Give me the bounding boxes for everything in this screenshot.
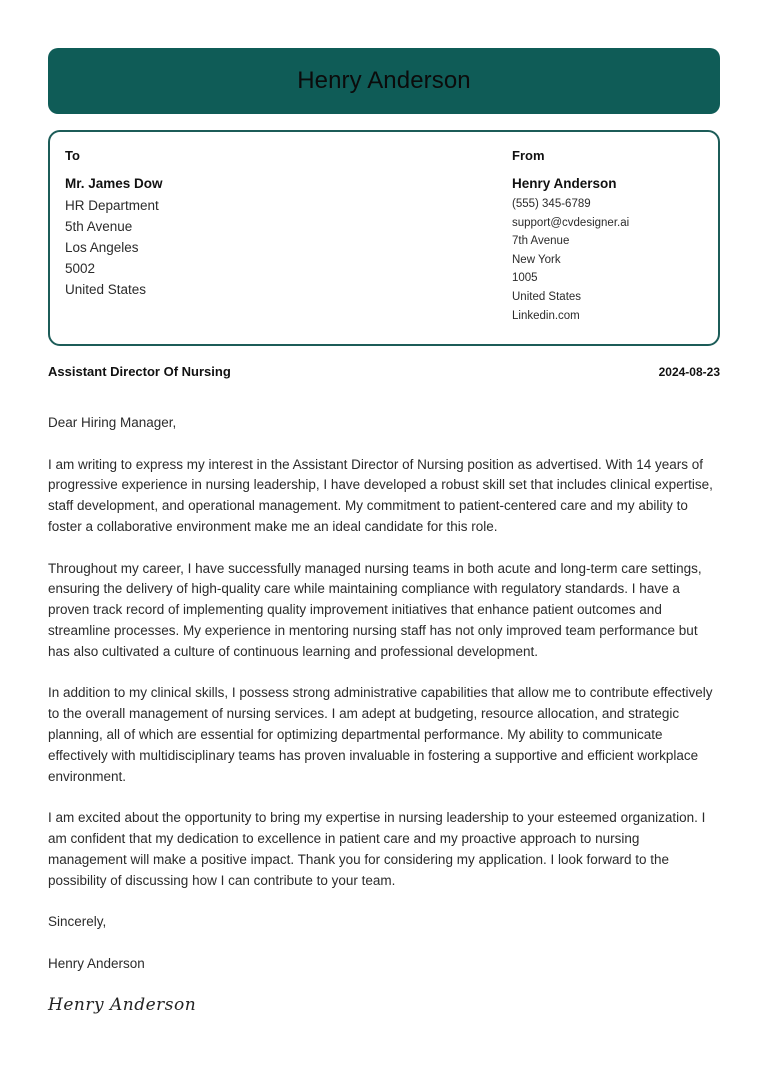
letter-body <box>48 413 720 1016</box>
body-paragraph-1: I am writing to express my interest in the Assistant Director of Nursing position as advertised. With 14 years of progressive experience in nursing leadership, I have developed a robust skill set that includes clinical expertise, staff development, and operational management. My commitment to patient-centered care and my ability to foster a collaborative environment make me an ideal candidate for this role. <box>48 456 713 534</box>
address-block <box>48 130 720 346</box>
sender-linkedin: Linkedin.com <box>512 309 580 322</box>
closing-name: Henry Anderson <box>48 955 145 971</box>
body-paragraph-2: Throughout my career, I have successfully managed nursing teams in both acute and long-term care settings, ensuring the delivery of high-quality care while maintaining compliance with regulatory standards. I have a proven track record of implementing quality improvement initiatives that enhance patient outcomes and streamline processes. My experience in mentoring nursing staff has not only improved team performance but has also cultivated a culture of continuous learning and professional development. <box>48 560 702 659</box>
recipient-heading: To <box>65 148 80 163</box>
body-paragraph-4: I am excited about the opportunity to bring my expertise in nursing leadership to your esteemed organization. I am confident that my dedication to excellence in patient care and my proactive approach to nursing management will make a positive impact. Thank you for considering my application. I look forward to the possibility of discussing how I can contribute to your team. <box>48 810 706 888</box>
sender-name: Henry Anderson <box>512 176 617 191</box>
closing: Sincerely, <box>48 914 107 930</box>
signature: Henry Anderson <box>48 995 197 1016</box>
name-header-banner <box>48 48 720 114</box>
applicant-name-title: Henry Anderson <box>297 67 471 94</box>
letter-date: 2024-08-23 <box>658 364 720 379</box>
salutation: Dear Hiring Manager, <box>48 415 177 430</box>
sender-phone: (555) 345-6789 <box>512 198 591 210</box>
sender-email: support@cvdesigner.ai <box>512 216 630 229</box>
recipient-address <box>65 148 163 300</box>
job-title: Assistant Director Of Nursing <box>48 364 231 379</box>
sender-address <box>512 148 629 325</box>
recipient-department: HR Department <box>65 198 159 213</box>
subject-row <box>48 364 720 379</box>
sender-street: 7th Avenue <box>512 235 570 248</box>
recipient-street: 5th Avenue <box>65 219 133 234</box>
recipient-city: Los Angeles <box>65 240 139 255</box>
sender-heading: From <box>512 148 545 163</box>
recipient-country: United States <box>65 282 147 297</box>
sender-city: New York <box>512 253 561 266</box>
recipient-name: Mr. James Dow <box>65 176 163 191</box>
body-paragraph-3: In addition to my clinical skills, I possess strong administrative capabilities that allow me to contribute effectively to the overall management of nursing services. I am adept at budgeting, resource allocation, and strategic planning, all of which are essential for optimizing departmental performance. My ability to communicate effectively with multidisciplinary teams has proven invaluable in fostering a supportive and efficient workplace environment. <box>48 685 713 784</box>
sender-postal-code: 1005 <box>512 272 538 285</box>
cover-letter-page <box>48 48 720 1016</box>
sender-country: United States <box>512 290 582 303</box>
recipient-postal-code: 5002 <box>65 261 96 276</box>
